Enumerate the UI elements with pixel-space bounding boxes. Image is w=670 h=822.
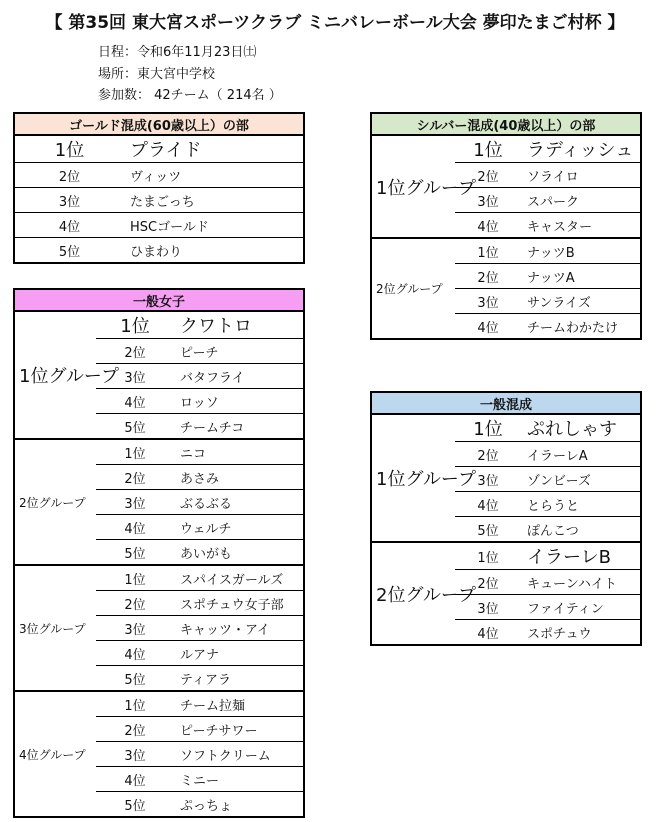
rank-cell: 5位 bbox=[96, 666, 174, 692]
team-cell: HSCゴールド bbox=[124, 213, 304, 238]
team-cell: サンライズ bbox=[521, 289, 641, 314]
gold-division-header: ゴールド混成(60歳以上）の部 bbox=[14, 113, 304, 135]
rank-cell: 4位 bbox=[14, 213, 124, 238]
team-cell: ぶるぶる bbox=[174, 490, 304, 515]
rank-cell: 1位 bbox=[96, 311, 174, 339]
rank-cell: 4位 bbox=[455, 492, 521, 517]
rank-cell: 3位 bbox=[96, 364, 174, 389]
rank-cell: 1位 bbox=[96, 439, 174, 465]
table-row bbox=[371, 542, 641, 570]
team-cell: スポチュウ bbox=[527, 626, 592, 642]
team-cell: キャスター bbox=[521, 213, 641, 239]
rank-cell: 5位 bbox=[96, 414, 174, 440]
table-row bbox=[14, 238, 304, 264]
table-row bbox=[14, 188, 304, 213]
rank-cell: 2位 bbox=[455, 442, 521, 467]
table-row bbox=[14, 311, 304, 339]
group-label: 1位グループ bbox=[371, 135, 455, 238]
womens-division-table bbox=[13, 288, 305, 818]
rank-cell: 2位 bbox=[96, 339, 174, 364]
team-cell: ぷれしゃす bbox=[521, 414, 641, 442]
team-cell: ぽんこつ bbox=[521, 517, 641, 543]
team-cell: ゾンビーズ bbox=[521, 467, 641, 492]
table-row bbox=[14, 691, 304, 717]
team-cell: ルアナ bbox=[174, 641, 304, 666]
rank-cell: 5位 bbox=[124, 798, 146, 814]
rank-cell: 4位 bbox=[96, 767, 174, 792]
rank-cell: 2位 bbox=[14, 163, 124, 188]
rank-cell: 5位 bbox=[455, 517, 521, 543]
team-cell: クワトロ bbox=[174, 311, 304, 339]
team-cell: ソフトクリーム bbox=[174, 742, 304, 767]
rank-cell: 3位 bbox=[455, 289, 521, 314]
table-row bbox=[14, 213, 304, 238]
team-cell: チーム拉麺 bbox=[174, 691, 304, 717]
rank-cell: 5位 bbox=[58, 244, 81, 260]
team-cell: キャッツ・アイ bbox=[174, 616, 304, 641]
team-cell: キューンハイト bbox=[521, 570, 641, 595]
rank-cell: 3位 bbox=[455, 188, 521, 213]
rank-cell: 1位 bbox=[455, 238, 521, 264]
group-label: 2位グループ bbox=[376, 282, 443, 296]
rank-cell: 2位 bbox=[96, 591, 174, 616]
page-title: 【 第35回 東大宮スポーツクラブ ミニバレーボール大会 夢印たまご村杯 】 bbox=[45, 13, 625, 33]
team-cell: ニコ bbox=[174, 439, 304, 465]
team-cell: チームチコ bbox=[174, 414, 304, 440]
rank-cell: 4位 bbox=[477, 320, 499, 336]
team-cell: ナッツB bbox=[521, 238, 641, 264]
team-cell: ひまわり bbox=[130, 244, 183, 260]
group-label: 2位グループ bbox=[376, 584, 477, 606]
team-cell: ぷっちょ bbox=[180, 798, 233, 814]
mixed-division-header: 一般混成 bbox=[371, 392, 641, 414]
mixed-division-table bbox=[370, 391, 642, 646]
rank-cell: 1位 bbox=[96, 691, 174, 717]
womens-division-header: 一般女子 bbox=[14, 289, 304, 311]
rank-cell: 1位 bbox=[96, 565, 174, 591]
team-cell: スポチュウ女子部 bbox=[174, 591, 304, 616]
rank-cell: 1位 bbox=[455, 135, 521, 163]
team-cell: ヴィッツ bbox=[124, 163, 304, 188]
group-label: 2位グループ bbox=[14, 439, 96, 565]
team-cell: ピーチ bbox=[174, 339, 304, 364]
rank-cell: 1位 bbox=[14, 135, 124, 163]
team-cell: イラーレB bbox=[521, 542, 641, 570]
gold-division-table bbox=[13, 112, 305, 264]
group-label: 4位グループ bbox=[19, 747, 86, 762]
rank-cell: 3位 bbox=[96, 616, 174, 641]
rank-cell: 4位 bbox=[477, 626, 499, 642]
rank-cell: 1位 bbox=[455, 542, 521, 570]
team-cell: ロッソ bbox=[174, 389, 304, 414]
rank-cell: 3位 bbox=[96, 742, 174, 767]
group-label: 3位グループ bbox=[14, 565, 96, 691]
team-cell: バタフライ bbox=[174, 364, 304, 389]
team-cell: イラーレA bbox=[521, 442, 641, 467]
silver-division-header: シルバー混成(40歳以上）の部 bbox=[371, 113, 641, 135]
rank-cell: 5位 bbox=[96, 540, 174, 566]
rank-cell: 3位 bbox=[455, 595, 521, 620]
rank-cell: 3位 bbox=[455, 467, 521, 492]
team-cell: とらうと bbox=[521, 492, 641, 517]
team-cell: ピーチサワー bbox=[174, 717, 304, 742]
table-row bbox=[14, 565, 304, 591]
table-row bbox=[14, 163, 304, 188]
rank-cell: 2位 bbox=[96, 717, 174, 742]
table-row bbox=[14, 135, 304, 163]
team-cell: あいがも bbox=[174, 540, 304, 566]
table-row bbox=[14, 439, 304, 465]
team-cell: スパーク bbox=[521, 188, 641, 213]
table-row bbox=[371, 135, 641, 163]
team-cell: たまごっち bbox=[124, 188, 304, 213]
group-label: 1位グループ bbox=[371, 414, 455, 542]
team-cell: ミニー bbox=[174, 767, 304, 792]
group-label: 1位グループ bbox=[14, 311, 96, 439]
rank-cell: 4位 bbox=[455, 213, 521, 239]
team-cell: ラディッシュ bbox=[521, 135, 641, 163]
table-row bbox=[371, 414, 641, 442]
rank-cell: 3位 bbox=[96, 490, 174, 515]
rank-cell: 2位 bbox=[455, 264, 521, 289]
table-row bbox=[371, 238, 641, 264]
team-cell: ティアラ bbox=[174, 666, 304, 692]
team-cell: あさみ bbox=[174, 465, 304, 490]
event-place: 場所：東大宮中学校 bbox=[98, 67, 216, 82]
rank-cell: 1位 bbox=[455, 414, 521, 442]
team-cell: ウェルチ bbox=[174, 515, 304, 540]
event-date: 日程：令和6年11月23日㈯ bbox=[98, 45, 257, 60]
team-cell: プライド bbox=[124, 135, 304, 163]
team-cell: スパイスガールズ bbox=[174, 565, 304, 591]
rank-cell: 3位 bbox=[14, 188, 124, 213]
rank-cell: 4位 bbox=[96, 641, 174, 666]
team-cell: チームわかたけ bbox=[527, 320, 619, 336]
rank-cell: 2位 bbox=[455, 570, 521, 595]
team-cell: ファイティン bbox=[521, 595, 641, 620]
rank-cell: 2位 bbox=[96, 465, 174, 490]
rank-cell: 4位 bbox=[96, 515, 174, 540]
rank-cell: 2位 bbox=[455, 163, 521, 188]
participant-count: 参加数： 42チーム（ 214名 ） bbox=[98, 88, 282, 103]
team-cell: ナッツA bbox=[521, 264, 641, 289]
rank-cell: 4位 bbox=[96, 389, 174, 414]
silver-division-table bbox=[370, 112, 642, 340]
team-cell: ソライロ bbox=[521, 163, 641, 188]
